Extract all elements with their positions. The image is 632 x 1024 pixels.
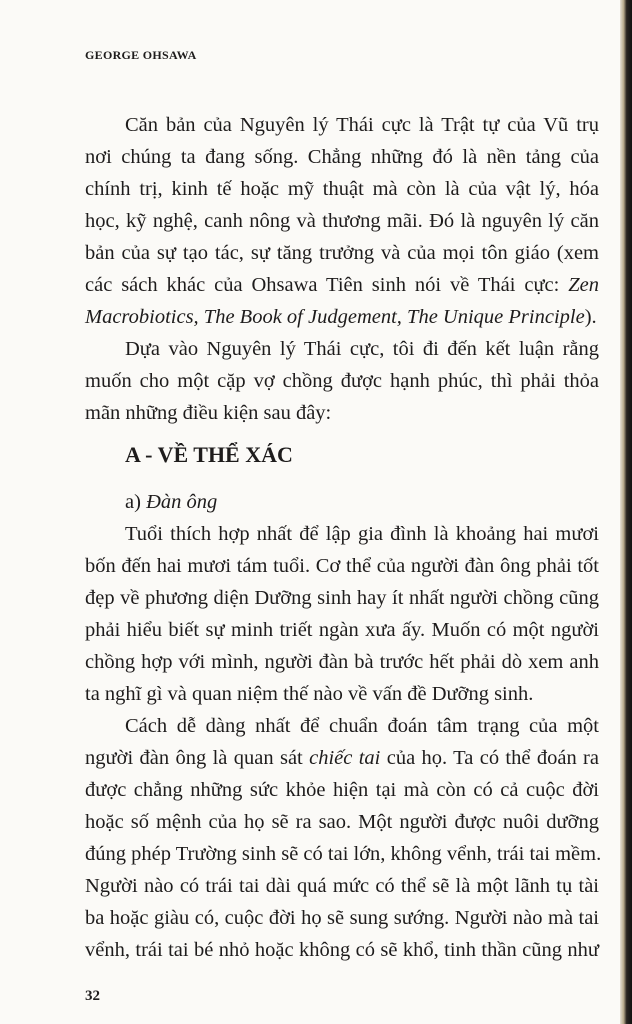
text-segment: của họ. Ta có thể đoán ra bbox=[380, 747, 599, 769]
book-page-edge bbox=[620, 0, 632, 1024]
body-text-block-1 bbox=[85, 109, 599, 429]
running-head: GEORGE OHSAWA bbox=[85, 48, 197, 62]
text-line bbox=[85, 173, 599, 205]
text-line bbox=[85, 806, 599, 838]
text-line bbox=[85, 614, 599, 646]
text-line bbox=[85, 934, 599, 966]
text-line bbox=[85, 109, 599, 141]
text-line bbox=[85, 205, 599, 237]
text-line bbox=[85, 902, 599, 934]
text-line bbox=[85, 518, 599, 550]
section-heading: A - VỀ THỂ XÁC bbox=[125, 442, 293, 467]
text-segment: hoặc số mệnh của họ sẽ ra sao. Một người được nuôi dưỡng bbox=[85, 811, 599, 833]
text-line bbox=[85, 774, 599, 806]
text-segment: Tuổi thích hợp nhất để lập gia đình là khoảng hai mươi bbox=[125, 523, 599, 545]
text-segment: ta nghĩ gì và quan niệm thế nào về vấn đề Dưỡng sinh. bbox=[85, 683, 534, 705]
text-line bbox=[85, 550, 599, 582]
text-segment: vểnh, trái tai bé nhỏ hoặc không có sẽ khổ, tinh thần cũng như bbox=[85, 939, 599, 961]
text-segment: người đàn ông là quan sát bbox=[85, 747, 310, 769]
text-segment: chính trị, kinh tế hoặc mỹ thuật mà còn là của vật lý, hóa bbox=[85, 178, 599, 200]
text-line bbox=[85, 397, 599, 429]
text-segment: bản của sự tạo tác, sự tăng trưởng và của mọi tôn giáo (xem bbox=[85, 242, 599, 264]
text-line bbox=[85, 742, 599, 774]
text-segment: chồng hợp với mình, người đàn bà trước hết phải dò xem anh bbox=[85, 651, 599, 673]
text-segment: Cách dễ dàng nhất để chuẩn đoán tâm trạng của một bbox=[125, 715, 599, 737]
text-segment: a) bbox=[125, 491, 147, 513]
text-line bbox=[85, 678, 599, 710]
text-line bbox=[85, 333, 599, 365]
text-segment: ). bbox=[584, 306, 597, 328]
text-line bbox=[85, 646, 599, 678]
body-text-block-2 bbox=[85, 486, 602, 966]
text-segment: muốn cho một cặp vợ chồng được hạnh phúc, thì phải thỏa bbox=[85, 370, 599, 392]
text-segment: phải hiểu biết sự minh triết ngàn xưa ấy. Muốn có một người bbox=[85, 619, 599, 641]
page-number: 32 bbox=[85, 988, 100, 1004]
text-line bbox=[85, 710, 599, 742]
text-segment: đúng phép Trường sinh sẽ có tai lớn, không vểnh, trái tai mềm. bbox=[85, 843, 602, 865]
italic-text: chiếc tai bbox=[309, 747, 381, 769]
text-segment: được chẳng những sức khỏe hiện tại mà còn có cả cuộc đời bbox=[85, 779, 599, 801]
text-line bbox=[85, 365, 599, 397]
text-segment: Căn bản của Nguyên lý Thái cực là Trật tự của Vũ trụ bbox=[125, 114, 599, 136]
text-line bbox=[85, 237, 599, 269]
text-segment: học, kỹ nghệ, canh nông và thương mãi. Đó là nguyên lý căn bbox=[85, 210, 599, 232]
text-segment: Dựa vào Nguyên lý Thái cực, tôi đi đến kết luận rằng bbox=[125, 338, 599, 360]
italic-text: Đàn ông bbox=[146, 491, 218, 513]
text-segment: đẹp về phương diện Dưỡng sinh hay ít nhất người chồng cũng bbox=[85, 587, 599, 609]
text-segment: các sách khác của Ohsawa Tiên sinh nói về Thái cực: bbox=[85, 274, 569, 296]
text-segment: nơi chúng ta đang sống. Chẳng những đó là nền tảng của bbox=[85, 146, 599, 168]
text-segment: Người nào có trái tai dài quá mức có thể sẽ là một lãnh tụ tài bbox=[85, 875, 599, 897]
text-segment: ba hoặc giàu có, cuộc đời họ sẽ sung sướng. Người nào mà tai bbox=[85, 907, 599, 929]
text-line bbox=[85, 582, 599, 614]
text-line bbox=[85, 838, 602, 870]
text-line bbox=[85, 269, 599, 301]
text-line bbox=[85, 486, 599, 518]
text-line bbox=[85, 301, 599, 333]
text-segment: mãn những điều kiện sau đây: bbox=[85, 402, 332, 424]
text-line bbox=[85, 141, 599, 173]
italic-text: Macrobiotics, The Book of Judgement, The Unique Principle bbox=[85, 306, 585, 328]
text-segment: bốn đến hai mươi tám tuổi. Cơ thể của người đàn ông phải tốt bbox=[85, 555, 599, 577]
text-line bbox=[85, 870, 599, 902]
italic-text: Zen bbox=[568, 274, 599, 296]
